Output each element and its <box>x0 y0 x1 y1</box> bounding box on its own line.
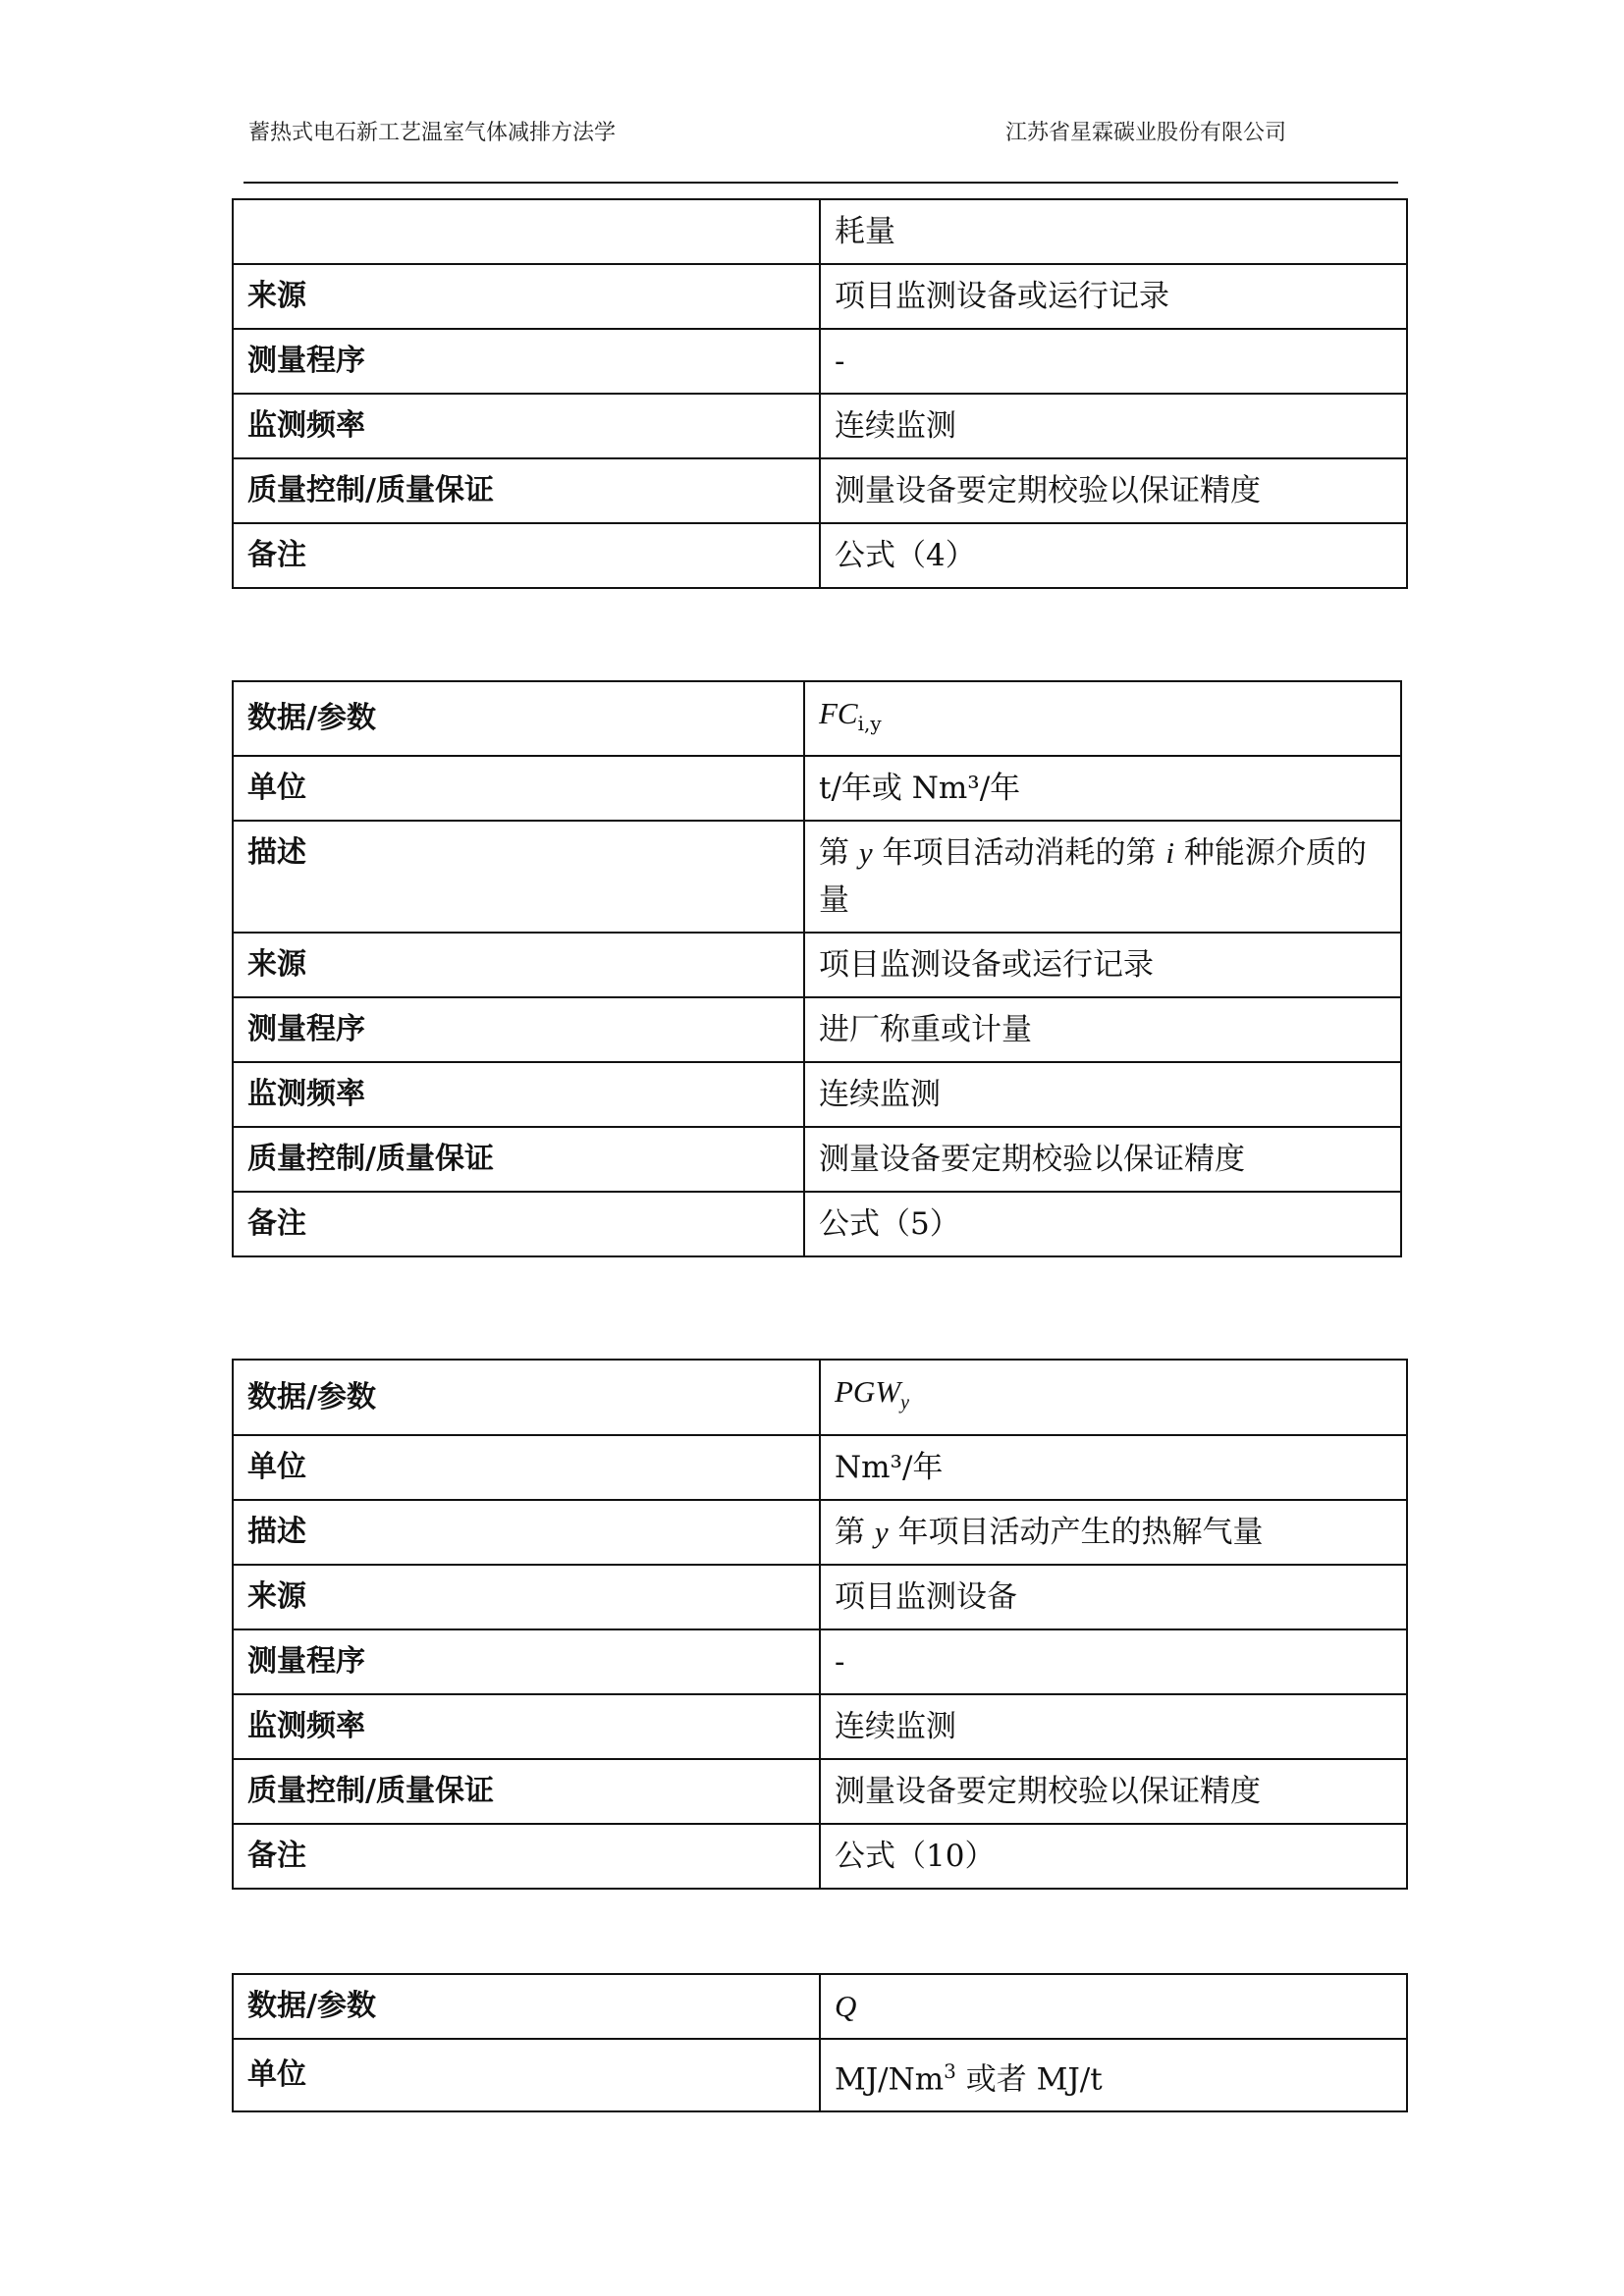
symbol-subscript: y <box>900 1392 910 1415</box>
symbol-main: Q <box>835 1989 857 2023</box>
row-key: 单位 <box>233 756 804 821</box>
table-row <box>233 681 1401 756</box>
table-row <box>233 1974 1407 2039</box>
table-row <box>233 821 1401 933</box>
desc-variable: i <box>1165 835 1174 871</box>
row-value: 测量设备要定期校验以保证精度 <box>820 458 1407 523</box>
row-key: 单位 <box>233 2039 820 2111</box>
parameter-table-pgw <box>232 1359 1408 1890</box>
row-value: t/年或 Nm³/年 <box>804 756 1401 821</box>
row-key: 测量程序 <box>233 997 804 1062</box>
row-value: 公式（5） <box>804 1192 1401 1256</box>
row-value: 测量设备要定期校验以保证精度 <box>804 1127 1401 1192</box>
desc-variable: y <box>858 835 873 871</box>
row-key: 质量控制/质量保证 <box>233 458 820 523</box>
row-value: 耗量 <box>820 199 1407 264</box>
unit-text: MJ/Nm <box>835 2061 945 2098</box>
row-value: - <box>820 1629 1407 1694</box>
symbol-main: PGW <box>835 1374 901 1409</box>
row-key: 备注 <box>233 1192 804 1256</box>
row-value: 项目监测设备或运行记录 <box>804 933 1401 997</box>
table-row <box>233 329 1407 394</box>
table-row <box>233 458 1407 523</box>
table-row <box>233 1759 1407 1824</box>
page-header <box>0 116 1624 155</box>
row-key: 备注 <box>233 523 820 588</box>
row-key: 数据/参数 <box>233 1360 820 1435</box>
table-row <box>233 523 1407 588</box>
table-row <box>233 1565 1407 1629</box>
row-value: - <box>820 329 1407 394</box>
row-key: 测量程序 <box>233 329 820 394</box>
row-key: 监测频率 <box>233 394 820 458</box>
table-row <box>233 1062 1401 1127</box>
row-key: 来源 <box>233 1565 820 1629</box>
table-row <box>233 1824 1407 1889</box>
table-row <box>233 1629 1407 1694</box>
desc-text: 年项目活动产生的热解气量 <box>888 1515 1264 1551</box>
row-value: 公式（10） <box>820 1824 1407 1889</box>
row-key: 描述 <box>233 821 804 933</box>
symbol-main: FC <box>819 696 858 730</box>
table-row <box>233 997 1401 1062</box>
header-divider <box>244 182 1398 184</box>
parameter-table-q <box>232 1973 1408 2112</box>
company-name: 江苏省星霖碳业股份有限公司 <box>1005 121 1287 145</box>
symbol-subscript: i,y <box>857 712 882 736</box>
table-row <box>233 1192 1401 1256</box>
parameter-symbol <box>804 681 1401 756</box>
desc-text: 第 <box>835 1515 875 1551</box>
row-value: Nm³/年 <box>820 1435 1407 1500</box>
table-row <box>233 1360 1407 1435</box>
row-key: 质量控制/质量保证 <box>233 1127 804 1192</box>
description-value <box>820 1500 1407 1565</box>
desc-text: 年项目活动消耗的第 <box>872 835 1166 872</box>
row-value: 公式（4） <box>820 523 1407 588</box>
parameter-table-1 <box>232 198 1408 589</box>
table-row <box>233 1500 1407 1565</box>
row-key: 数据/参数 <box>233 681 804 756</box>
parameter-table-fc <box>232 680 1402 1257</box>
row-value: 项目监测设备 <box>820 1565 1407 1629</box>
table-row <box>233 199 1407 264</box>
table-row <box>233 933 1401 997</box>
row-key: 来源 <box>233 264 820 329</box>
unit-text: 或者 MJ/t <box>955 2061 1103 2098</box>
table-row <box>233 264 1407 329</box>
row-key: 测量程序 <box>233 1629 820 1694</box>
desc-variable: y <box>874 1515 889 1550</box>
desc-text: 第 <box>819 835 859 872</box>
row-key: 监测频率 <box>233 1062 804 1127</box>
row-value: 测量设备要定期校验以保证精度 <box>820 1759 1407 1824</box>
table-row <box>233 756 1401 821</box>
unit-superscript: 3 <box>944 2059 956 2083</box>
row-key: 数据/参数 <box>233 1974 820 2039</box>
description-value <box>804 821 1401 933</box>
row-key: 单位 <box>233 1435 820 1500</box>
table-row <box>233 1694 1407 1759</box>
table-row <box>233 1127 1401 1192</box>
row-key: 备注 <box>233 1824 820 1889</box>
table-row <box>233 1435 1407 1500</box>
row-key: 来源 <box>233 933 804 997</box>
row-value: 项目监测设备或运行记录 <box>820 264 1407 329</box>
desc-text: 种能源介质的量 <box>819 835 1367 919</box>
row-key: 监测频率 <box>233 1694 820 1759</box>
row-key: 质量控制/质量保证 <box>233 1759 820 1824</box>
row-value: 连续监测 <box>820 394 1407 458</box>
row-key: 描述 <box>233 1500 820 1565</box>
row-value: 连续监测 <box>804 1062 1401 1127</box>
document-title: 蓄热式电石新工艺温室气体减排方法学 <box>248 121 617 145</box>
table-row <box>233 2039 1407 2111</box>
row-value: 连续监测 <box>820 1694 1407 1759</box>
row-key <box>233 199 820 264</box>
table-row <box>233 394 1407 458</box>
parameter-symbol <box>820 1974 1407 2039</box>
row-value: 进厂称重或计量 <box>804 997 1401 1062</box>
unit-value <box>820 2039 1407 2111</box>
parameter-symbol <box>820 1360 1407 1435</box>
